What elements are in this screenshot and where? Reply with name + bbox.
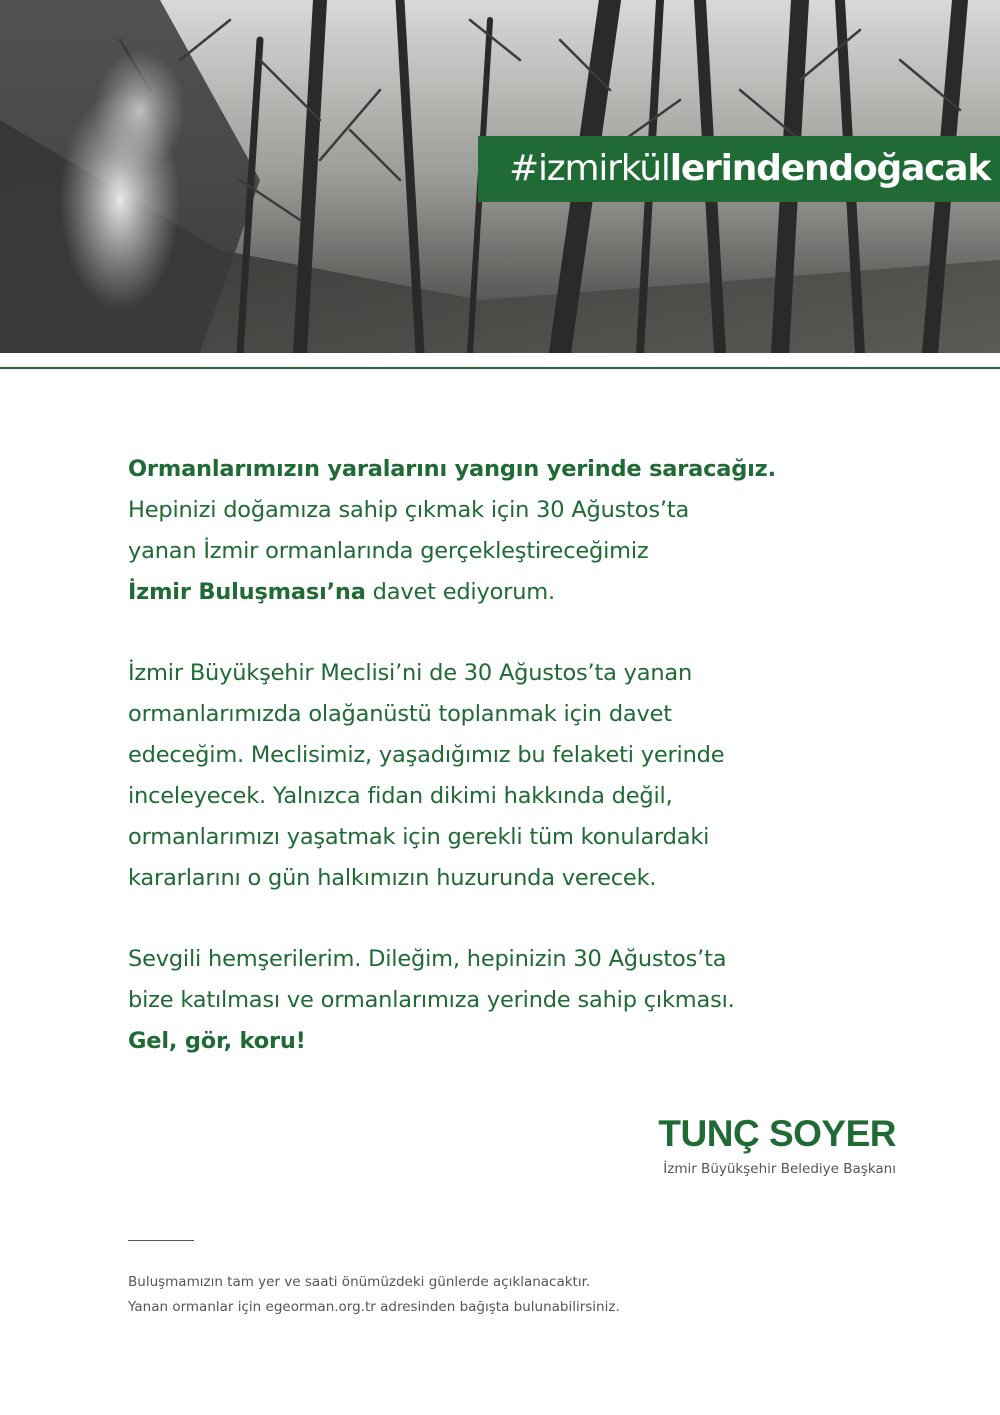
hashtag-prefix: #izmirkül [509,148,670,189]
paragraph-line: yanan İzmir ormanlarında gerçekleştireceğimiz [128,538,649,564]
signature-title: İzmir Büyükşehir Belediye Başkanı [663,1161,896,1177]
paragraph-1 [128,449,888,613]
paragraph-line: İzmir Buluşması’na davet ediyorum. [128,579,555,605]
signature-name: TUNÇ SOYER [658,1113,896,1154]
paragraph-line: kararlarını o gün halkımızın huzurunda verecek. [128,865,657,891]
headline: Ormanlarımızın yaralarını yangın yerinde saracağız. [128,456,776,482]
paragraph-3 [128,939,888,1062]
paragraph-line: Hepinizi doğamıza sahip çıkmak için 30 Ağustos’ta [128,497,690,523]
paragraph-2 [128,653,888,899]
hashtag-suffix: lerindendoğacak [669,148,991,189]
paragraph-line: inceleyecek. Yalnızca fidan dikimi hakkında değil, [128,783,673,809]
paragraph-line: Sevgili hemşerilerim. Dileğim, hepinizin 30 Ağustos’ta [128,946,727,972]
paragraph-line: ormanlarımızı yaşatmak için gerekli tüm konulardaki [128,824,710,850]
paragraph-line: edeceğim. Meclisimiz, yaşadığımız bu felaketi yerinde [128,742,725,768]
closing-line: Gel, gör, koru! [128,1028,306,1054]
section-divider [0,367,1000,369]
event-name: İzmir Buluşması’na [128,579,366,605]
paragraph-line: bize katılması ve ormanlarımıza yerinde sahip çıkması. [128,987,735,1013]
footnote-line: Yanan ormanlar için egeorman.org.tr adresinden bağışta bulunabilirsiniz. [128,1299,620,1315]
footnote-divider [128,1240,194,1241]
footnotes [128,1270,620,1320]
letter-body [128,449,888,1102]
paragraph-line: ormanlarımızda olağanüstü toplanmak için davet [128,701,672,727]
footnote-line: Buluşmamızın tam yer ve saati önümüzdeki günlerde açıklanacaktır. [128,1274,591,1290]
paragraph-line: İzmir Büyükşehir Meclisi’ni de 30 Ağustos’ta yanan [128,660,693,686]
hashtag-text [509,144,990,194]
